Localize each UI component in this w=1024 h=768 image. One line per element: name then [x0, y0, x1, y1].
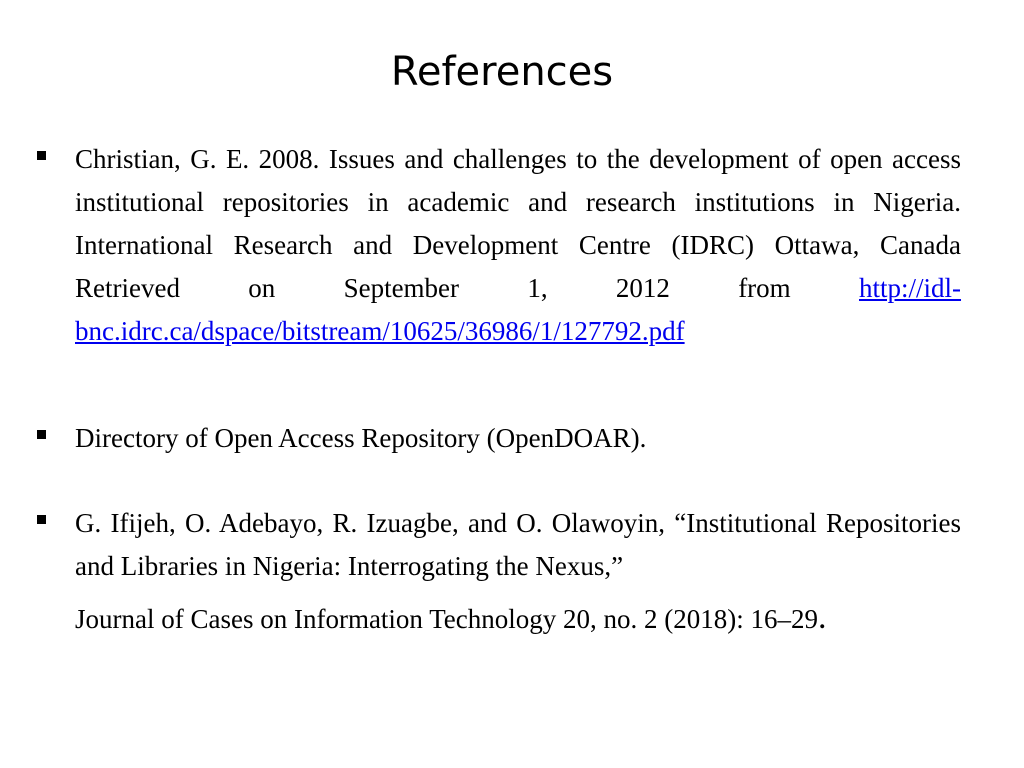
square-bullet-icon — [37, 430, 46, 439]
reference-body: Christian, G. E. 2008. Issues and challenges to the development of open access institutional repositories in academic and research institutions in Nigeria. International Research and Development Centre (IDRC) Ottawa, Canada Retrieved on September 1, 2012 from — [75, 144, 961, 303]
reference-link[interactable]: http://idl-bnc.idrc.ca/dspace/bitstream/10625/36986/1/127792.pdf — [75, 273, 962, 346]
square-bullet-icon — [37, 515, 46, 524]
reference-text — [75, 138, 961, 353]
square-bullet-icon — [37, 151, 46, 160]
reference-end-mark: . — [818, 599, 827, 636]
reference-text: Directory of Open Access Repository (OpenDOAR). — [75, 423, 647, 453]
reference-journal: Journal of Cases on Information Technology 20, no. 2 (2018): 16–29 — [75, 604, 819, 634]
reference-body: G. Ifijeh, O. Adebayo, R. Izuagbe, and O. Olawoyin, “Institutional Repositories and Libraries in Nigeria: Interrogating the Nexus,” — [75, 508, 961, 581]
reference-text — [75, 502, 961, 641]
page-title: References — [390, 49, 614, 95]
line-gap — [75, 588, 961, 596]
